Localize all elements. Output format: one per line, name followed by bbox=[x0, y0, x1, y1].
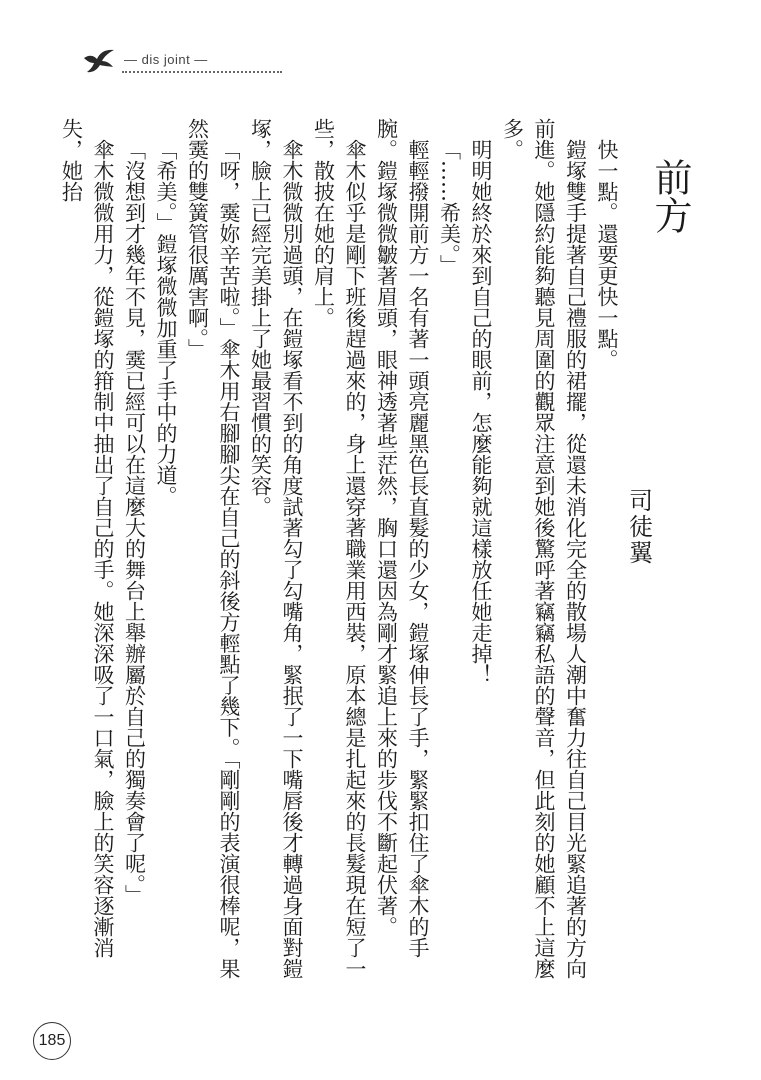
article-title: 前方 bbox=[648, 158, 692, 234]
header-title: — dis joint — bbox=[124, 52, 208, 67]
article-author: 司徒翼 bbox=[624, 488, 653, 566]
paragraph: 「沒想到才幾年不見，霙已經可以在這麼大的舞台上舉辦屬於自己的獨奏會了呢。」 bbox=[122, 139, 147, 906]
article-body bbox=[59, 118, 692, 988]
title-block bbox=[622, 158, 692, 1018]
header-divider bbox=[122, 71, 282, 73]
paragraph: 快一點。還要更快一點。 bbox=[595, 139, 619, 370]
page-number: 185 bbox=[33, 1022, 71, 1060]
paragraph: 輕輕撥開前方一名有著一頭亮麗黑色長直髮的少女，鎧塚伸長了手，緊緊扣住了傘木的手腕。鎧塚微微皺著眉頭，眼神透著些茫然，胸口還因為剛才緊追上來的步伐不斷起伏著。 bbox=[374, 118, 430, 958]
paragraph: 「……希美。」 bbox=[437, 139, 462, 276]
paragraph: 傘木似乎是剛下班後趕過來的，身上還穿著職業用西裝，原本總是扎起來的長髮現在短了一些，散披在她的肩上。 bbox=[311, 118, 367, 979]
running-header bbox=[82, 40, 292, 80]
paragraph: 鎧塚雙手提著自己禮服的裙擺，從還未消化完全的散場人潮中奮力往自己目光緊追著的方向前進。她隱約能夠聽見周圍的觀眾注意到她後驚呼著竊竊私語的聲音，但此刻的她顧不上這麼多。 bbox=[500, 118, 588, 979]
paragraph: 「呀，霙妳辛苦啦。」傘木用右腳腳尖在自己的斜後方輕點了幾下。「剛剛的表演很棒呢，果然霙的雙簧管很厲害啊。」 bbox=[185, 118, 241, 979]
paragraph: 明明她終於來到自己的眼前，怎麼能夠就這樣放任她走掉！ bbox=[469, 139, 493, 685]
paragraph: 傘木微微用力，從鎧塚的箝制中抽出了自己的手。她深深吸了一口氣，臉上的笑容逐漸消失，她抬 bbox=[59, 118, 115, 958]
paragraph: 「希美。」鎧塚微微加重了手中的力道。 bbox=[154, 139, 178, 507]
paragraph: 傘木微微別過頭，在鎧塚看不到的角度試著勾了勾嘴角，緊抿了一下嘴唇後才轉過身面對鎧塚，臉上已經完美掛上了她最習慣的笑容。 bbox=[248, 118, 304, 979]
bird-icon bbox=[82, 48, 116, 74]
